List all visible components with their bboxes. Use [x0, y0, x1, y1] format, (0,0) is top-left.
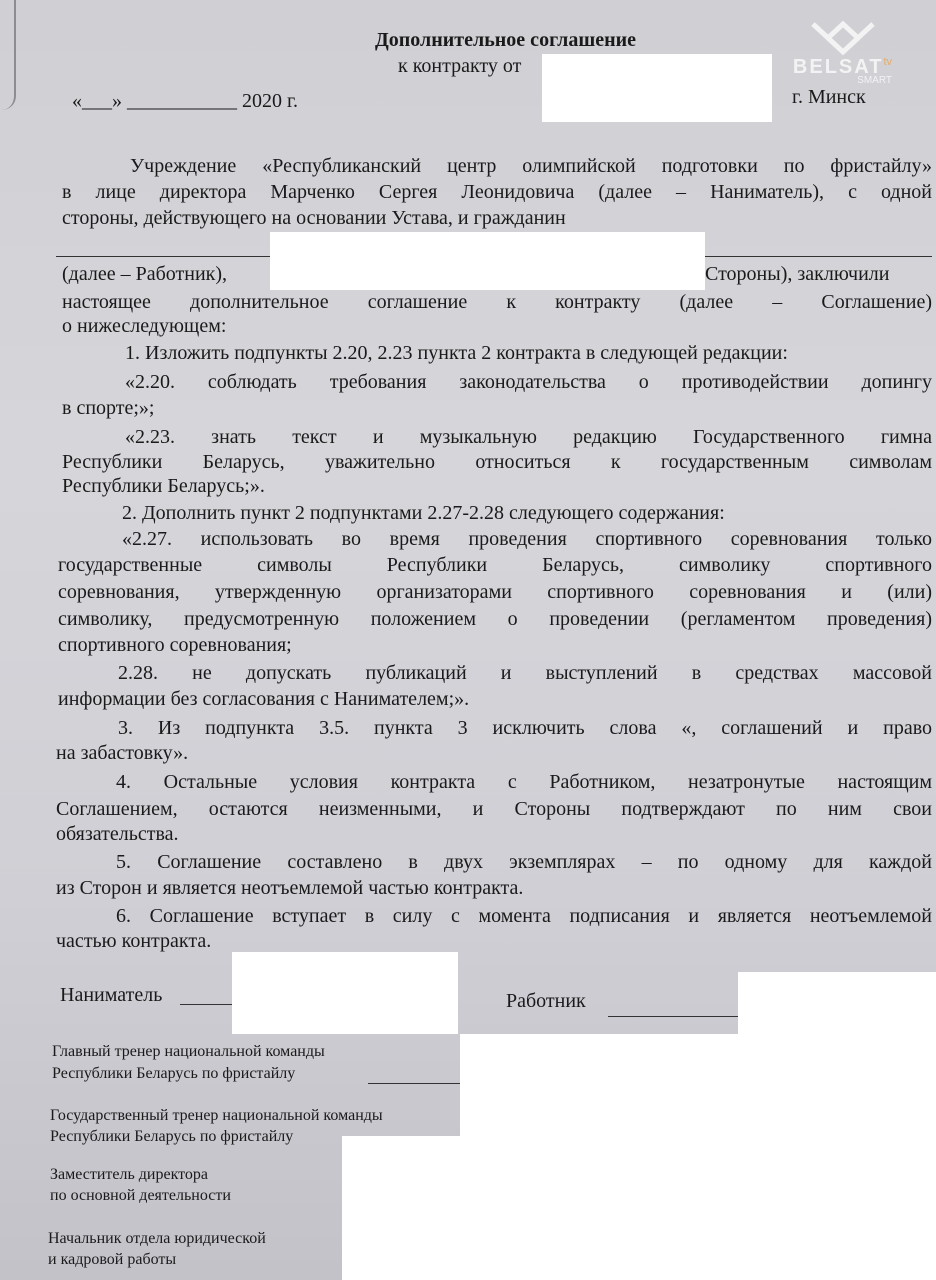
intro-line-1: Учреждение «Республиканский центр олимпийской подготовки по фристайлу» [130, 155, 932, 177]
item-1-220-a: «2.20. соблюдать требования законодательства о противодействии допингу [125, 371, 932, 393]
watermark-smart: SMART [857, 75, 892, 86]
redaction-employee-name [270, 232, 705, 290]
intro-line-3: стороны, действующего на основании Устава, и гражданин [62, 207, 566, 229]
item-2-227-d: символику, предусмотренную положением о проведении (регламентом проведения) [58, 608, 932, 630]
approval-4-line-2: и кадровой работы [48, 1251, 177, 1268]
redaction-employer-signature [232, 952, 458, 1034]
watermark-tv: tv [883, 56, 892, 68]
item-2-227-b: государственные символы Республики Беларусь, символику спортивного [58, 554, 932, 576]
redaction-approvals-lower [342, 1136, 472, 1280]
redaction-employee-signature [738, 972, 936, 1042]
employee-signature-label: Работник [506, 990, 586, 1012]
item-5-a: 5. Соглашение составлено в двух экземплярах – по одному для каждой [116, 851, 932, 873]
item-1-223-c: Республики Беларусь;». [62, 475, 265, 497]
intro-line-4-left: (далее – Работник), [62, 263, 228, 285]
approval-3-line-2: по основной деятельности [50, 1187, 231, 1204]
item-1: 1. Изложить подпункты 2.20, 2.23 пункта 2 контракта в следующей редакции: [125, 342, 788, 364]
approval-2-line-1: Государственный тренер национальной команды [50, 1107, 383, 1124]
city: г. Минск [792, 86, 866, 108]
watermark-brand: BELSAT [792, 56, 884, 78]
redaction-contract-date [542, 54, 772, 122]
employer-signature-label: Наниматель [60, 984, 163, 1006]
item-4-b: Соглашением, остаются неизменными, и Стороны подтверждают по ним свои [56, 798, 932, 820]
item-6-a: 6. Соглашение вступает в силу с момента подписания и является неотъемлемой [116, 905, 932, 927]
item-1-223-b: Республики Беларусь, уважительно относиться к государственным символам [62, 451, 932, 473]
item-4-a: 4. Остальные условия контракта с Работником, незатронутые настоящим [116, 771, 932, 793]
document-subtitle: к контракту от [398, 55, 522, 77]
employee-signature-line [608, 1016, 738, 1017]
item-6-b: частью контракта. [56, 930, 212, 952]
approval-4-line-1: Начальник отдела юридической [48, 1230, 266, 1247]
employer-signature-line [180, 1004, 235, 1005]
watermark-logo [793, 16, 892, 86]
approval-1-line-1: Главный тренер национальной команды [52, 1043, 325, 1060]
intro-line-5: настоящее дополнительное соглашение к контракту (далее – Соглашение) [62, 291, 932, 313]
item-3-b: на забастовку». [56, 742, 189, 764]
item-4-c: обязательства. [56, 823, 179, 845]
intro-line-6: о нижеследующем: [62, 315, 227, 337]
approval-2-line-2: Республики Беларусь по фристайлу [50, 1128, 294, 1145]
intro-line-2: в лице директора Марченко Сергея Леонидовича (далее – Наниматель), с одной [62, 181, 932, 203]
approval-1-signature-line [368, 1083, 460, 1084]
document-title: Дополнительное соглашение [375, 29, 637, 51]
date-line: «___» ___________ 2020 г. [72, 90, 298, 112]
item-1-220-b: в спорте;»; [62, 397, 155, 419]
page-edge [0, 0, 16, 110]
redaction-approvals-right [460, 1034, 936, 1280]
intro-line-4-right: Стороны), заключили [705, 263, 890, 285]
item-3-a: 3. Из подпункта 3.5. пункта 3 исключить слова «, соглашений и право [118, 717, 932, 739]
item-1-223-a: «2.23. знать текст и музыкальную редакцию Государственного гимна [125, 426, 932, 448]
item-2-227-e: спортивного соревнования; [58, 634, 292, 656]
item-2-228-b: информации без согласования с Нанимателем;». [58, 688, 470, 710]
approval-3-line-1: Заместитель директора [50, 1166, 209, 1183]
item-2-227-a: «2.27. использовать во время проведения спортивного соревнования только [122, 528, 932, 550]
item-5-b: из Сторон и является неотъемлемой частью контракта. [56, 877, 524, 899]
item-2-228-a: 2.28. не допускать публикаций и выступлений в средствах массовой [118, 662, 932, 684]
item-2-227-c: соревнования, утвержденную организаторами спортивного соревнования и (или) [58, 581, 932, 603]
logo-icon [808, 16, 878, 56]
item-2: 2. Дополнить пункт 2 подпунктами 2.27-2.28 следующего содержания: [122, 502, 725, 524]
approval-1-line-2: Республики Беларусь по фристайлу [52, 1065, 296, 1082]
